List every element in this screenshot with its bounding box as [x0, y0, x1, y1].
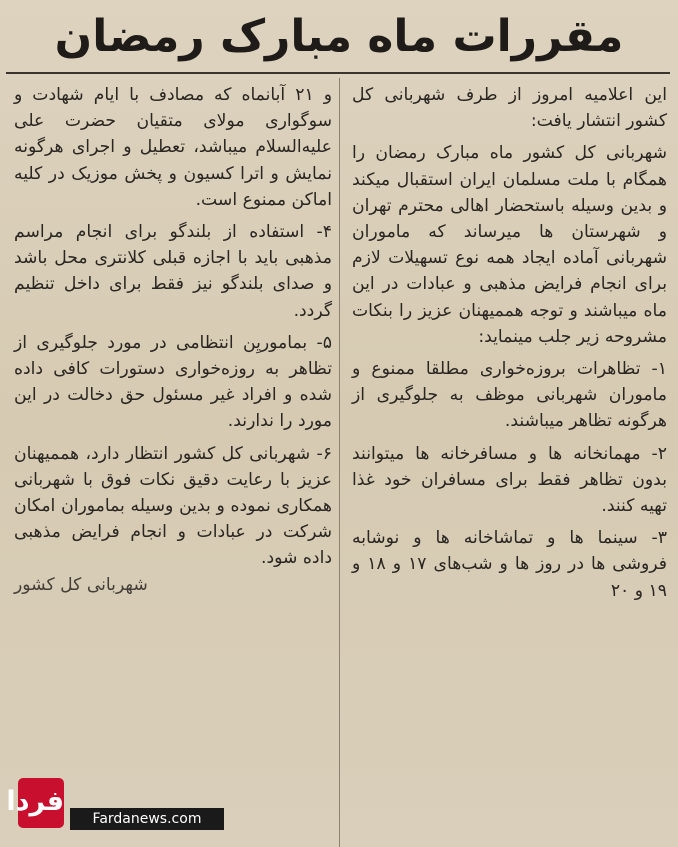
- rule-item-2: ۲- مهمانخانه ها و مسافرخانه ها میتوانند بدون تظاهر فقط برای مسافران خود غذا تهیه کنند.: [352, 443, 667, 517]
- rule-item-6: ۶- شهربانی کل کشور انتظار دارد، هممیهنان عزیز با رعایت دقیق نکات فوق با شهربانی همکاری نموده و بدین وسیله بماموران امکان شرکت در عبادات و انجام فرایض مذهبی داده شود.: [14, 443, 332, 569]
- rule-item-1: ۱- تظاهرات بروزه‌خواری مطلقا ممنوع و ماموران شهربانی موظف به جلوگیری از هرگونه تظاهر میباشند.: [352, 359, 667, 432]
- rule-item-5: ۵- بماموریِن انتظامی در مورد جلوگیری از تظاهر به روزه‌خواری دستورات کافی داده شده و افراد غیر مسئول حق دخالت در این مورد را ندارند.: [14, 332, 332, 432]
- body-paragraph: شهربانی کل کشور ماه مبارک رمضان را همگام با ملت مسلمان ایران استقبال میکند و بدین وسیله باستحضار اهالی محترم تهران و شهرستان ها میرساند که ماموران شهربانی آماده ایجاد همه نوع تسهیلات لازم برای انجام فرایض مذهبی و عبادات در این ماه میباشند و توجه هممیهنان عزیز را بنکات مشروحه زیر جلب مینماید:: [352, 143, 667, 347]
- left-column: [14, 82, 332, 598]
- headline-rule: [6, 72, 670, 74]
- fardanews-logo: فردا: [18, 778, 64, 828]
- rule-item-3-continued: و ۲۱ آبانماه که مصادف با ایام شهادت و سوگواری مولای متقیان حضرت علی علیه‌السلام میباشد، تعطیل و اجرای هرگونه نمایش و اترا کسیون و پخش موزیک در کلیه اماکن ممنوع است.: [14, 85, 332, 210]
- right-column: [352, 82, 667, 604]
- intro-paragraph: این اعلامیه امروز از طرف شهربانی کل کشور انتشار یافت:: [352, 85, 667, 132]
- rule-item-4: ۴- استفاده از بلندگو برای انجام مراسم مذهبی باید با اجازه قبلی کلانتری محل باشد و صدای بلندگو نیز فقط برای داخل تنظیم گردد.: [14, 222, 332, 321]
- rule-item-3: ۳- سینما ها و تماشاخانه ها و نوشابه فروشی ها در روز ها و شب‌های ۱۷ و ۱۸ و ۱۹ و ۲۰: [352, 528, 667, 601]
- watermark-site-label: Fardanews.com: [70, 808, 224, 830]
- signature: شهربانی کل کشور: [14, 574, 148, 595]
- column-divider: [339, 78, 340, 847]
- headline: مقررات ماه مبارک رمضان: [54, 11, 624, 62]
